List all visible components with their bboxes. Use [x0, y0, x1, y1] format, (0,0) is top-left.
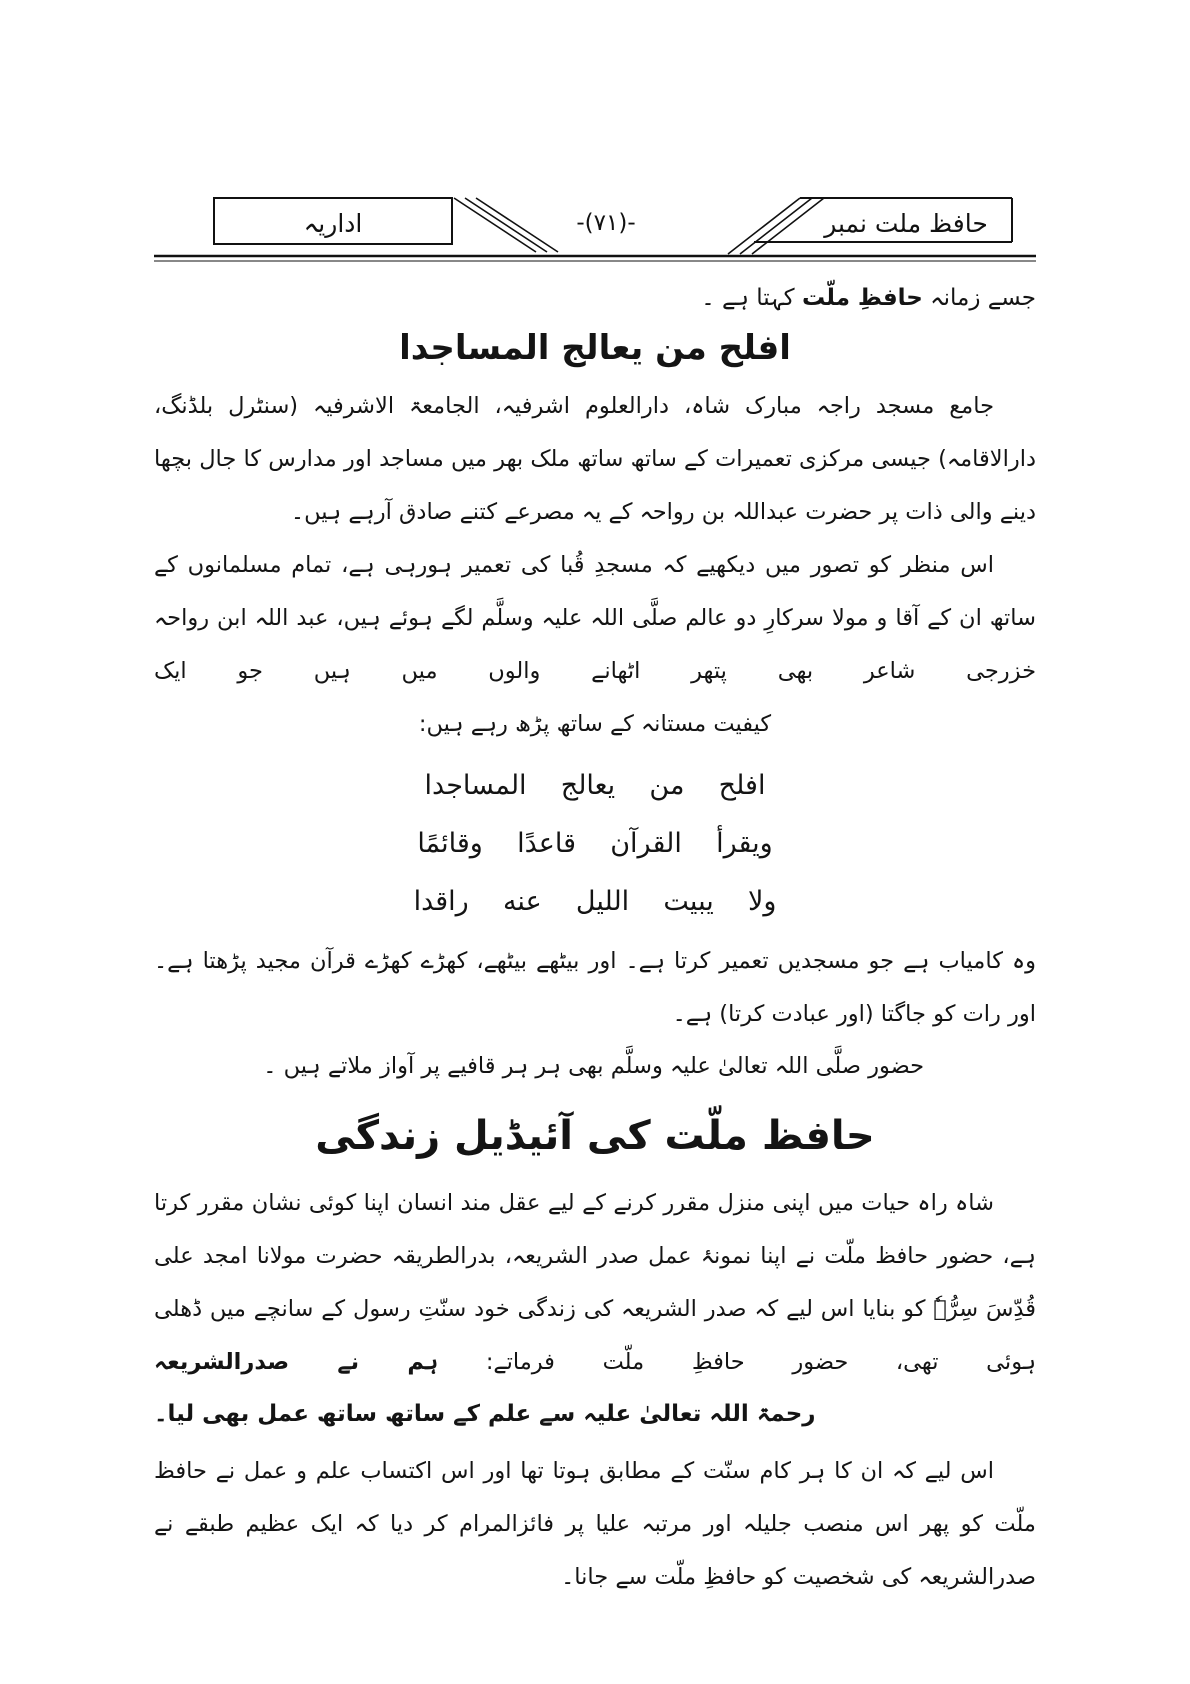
header-left-hatch-lines: [454, 198, 558, 252]
para-translation: وہ کامیاب ہے جو مسجدیں تعمیر کرتا ہے۔ اور بیٹھے بیٹھے، کھڑے کھڑے قرآن مجید پڑھتا ہے۔ اور رات کو جاگتا (اور عبادت کرتا) ہے۔: [154, 948, 1036, 1027]
intro-line-post: کہتا ہے ۔: [701, 285, 802, 311]
page-header: [154, 192, 1036, 266]
para-final: اس لیے کہ ان کا ہر کام سنّت کے مطابق ہوتا تھا اور اس اکتساب علم و عمل نے حافظ ملّت کو پھر اس منصب جلیلہ اور مرتبہ علیا پر فائزالمرام کر دیا کہ ایک عظیم طبقے نے صدرالشریعہ کی شخصیت کو حافظِ ملّت سے جانا۔: [154, 1458, 1036, 1590]
page-number: -(۷۱)-: [576, 210, 636, 236]
verses-block: [365, 757, 825, 931]
page-content: [154, 0, 1036, 1604]
heading-ideal-life: حافظ ملّت کی آئیڈیل زندگی: [315, 1113, 875, 1159]
intro-line: [154, 276, 1036, 320]
intro-line-bold: حافظِ ملّت: [801, 285, 923, 311]
para-scene: اس منظر کو تصور میں دیکھیے کہ مسجدِ قُبا کی تعمیر ہورہی ہے، تمام مسلمانوں کے ساتھ ان کے آقا و مولا سرکارِ دو عالم صلَّی اللہ علیہ وسلَّم لگے ہوئے ہیں، عبد اللہ ابن رواحہ خزرجی شاعر بھی پتھر اٹھانے والوں میں ہیں جو ایک: [154, 552, 1036, 684]
para-scene-tail: کیفیت مستانہ کے ساتھ پڑھ رہے ہیں:: [418, 711, 772, 737]
header-title-left: اداریہ: [303, 209, 363, 238]
para-ideal: [154, 1177, 1036, 1389]
para-ideal-text: شاہ راہ حیات میں اپنی منزل مقرر کرنے کے لیے عقل مند انسان اپنا کوئی نشان مقرر کرتا ہے، حضور حافظ ملّت نے اپنا نمونۂ عمل صدر الشریعہ، بدرالطریقہ حضرت مولانا امجد علی قُدِّسَ سِرُّہٗ کو بنایا اس لیے کہ صدر الشریعہ کی زندگی خود سنّتِ رسول کے سانچے میں ڈھلی ہوئی تھی، حضور حافظِ ملّت فرماتے:: [154, 1190, 1036, 1375]
header-title-right: حافظ ملت نمبر: [824, 209, 988, 238]
intro-line-pre: جسے زمانہ: [922, 285, 1036, 311]
para-ideal-bold-phrase: ہم نے صدرالشریعہ: [154, 1349, 439, 1375]
para-mosques: جامع مسجد راجہ مبارک شاہ، دارالعلوم اشرفیہ، الجامعۃ الاشرفیہ (سنٹرل بلڈنگ، دارالاقامہ) جیسی مرکزی تعمیرات کے ساتھ ساتھ ملک بھر میں مساجد اور مدارس کا جال بچھا دینے والی ذات پر حضرت عبداللہ بن رواحہ کے یہ مصرعے کتنے صادق آرہے ہیں۔: [154, 393, 1036, 525]
header-right-hatch-lines: [728, 198, 824, 254]
line-amal: رحمۃ اللہ تعالیٰ علیہ سے علم کے ساتھ ساتھ عمل بھی لیا۔: [154, 1401, 816, 1427]
verse-line-1: افلح من یعالج المساجدا: [424, 770, 766, 801]
heading-masajid: افلح من یعالج المساجدا: [399, 328, 791, 368]
line-huzoor: حضور صلَّی اللہ تعالیٰ علیہ وسلَّم بھی ہر ہر قافیے پر آواز ملاتے ہیں ۔: [263, 1053, 924, 1079]
verse-line-2: ویقرأ القرآن قاعدًا وقائمًا: [417, 828, 773, 859]
verse-line-3: ولا یبیت اللیل عنه راقدا: [413, 886, 777, 917]
